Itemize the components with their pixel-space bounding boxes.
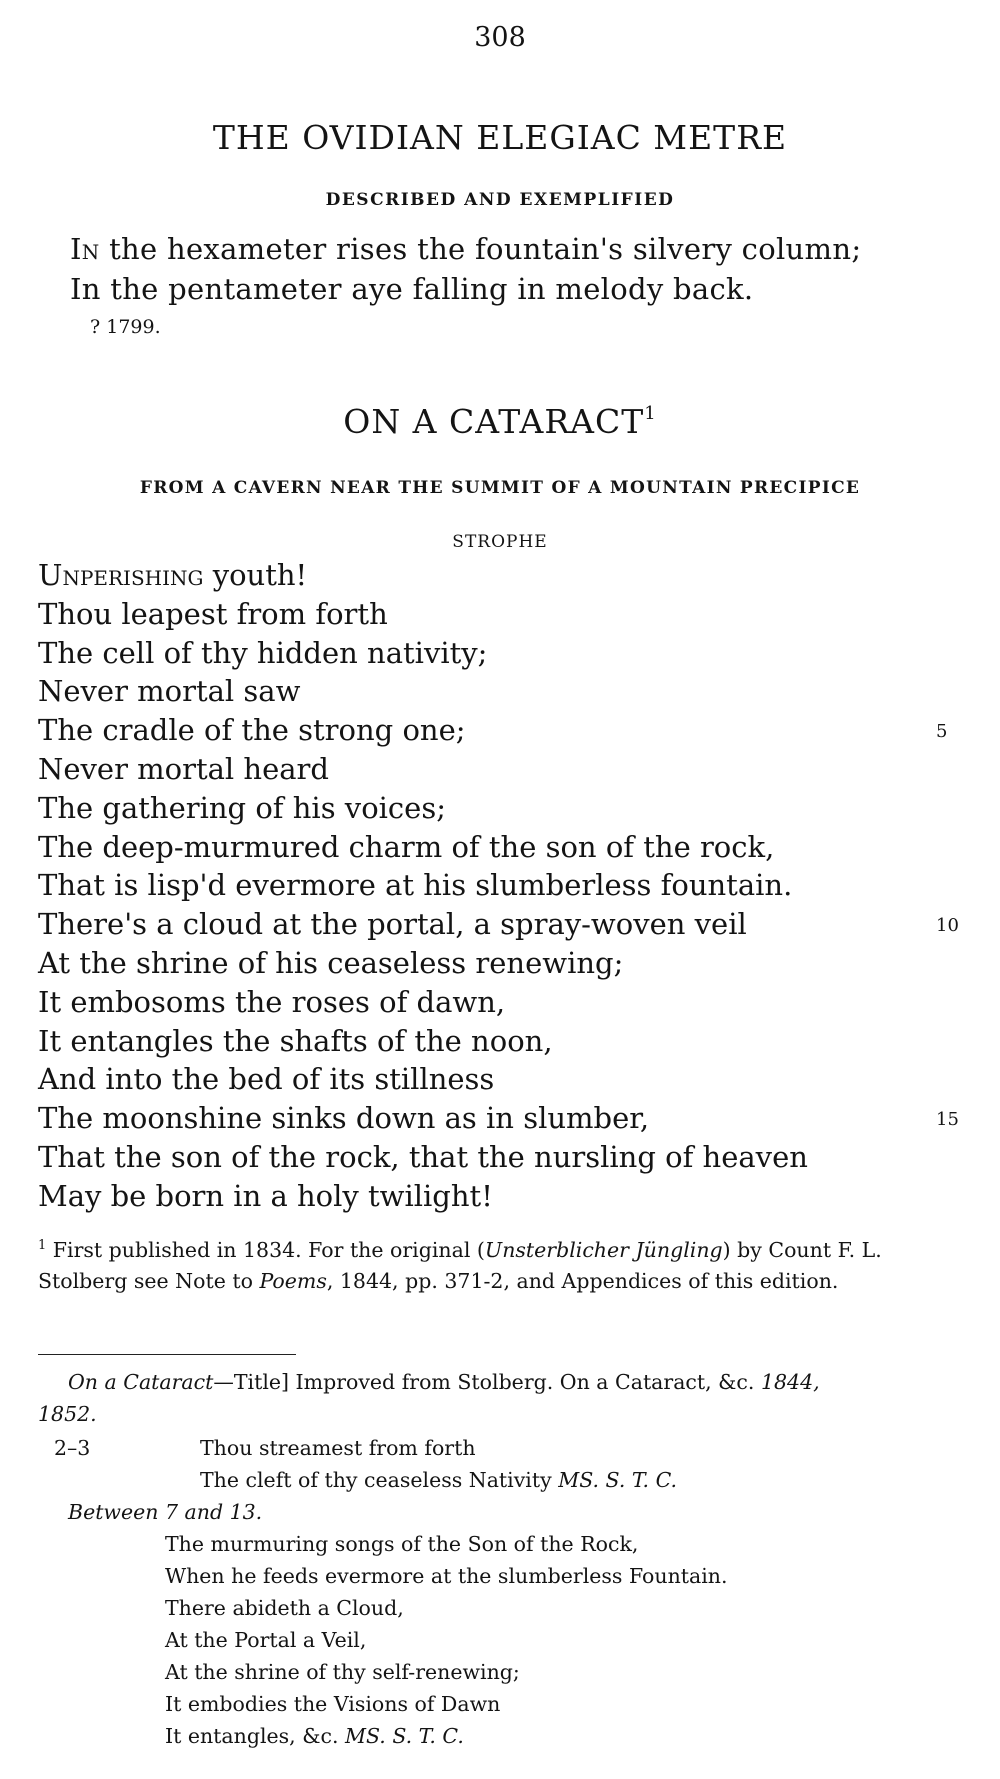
poem-line-text: And into the bed of its stillness <box>38 1062 495 1097</box>
poem-line-text: It embosoms the roses of dawn, <box>38 984 506 1019</box>
line-number-5: 5 <box>936 721 948 743</box>
poem-line-text: It entangles the shafts of the noon, <box>38 1023 553 1058</box>
footnote-text-b: ) by Count F. L. Stolberg see Note to <box>38 1238 882 1293</box>
elegiac-line-2-text: In the pentameter aye falling in melody back. <box>70 272 754 306</box>
variant-lines-2-3-line-1: Thou streamest from forth <box>200 1436 476 1460</box>
poem-line-text: Thou leapest from forth <box>38 596 388 631</box>
poem-line-1 <box>38 556 958 595</box>
poem-line-13 <box>38 1022 958 1061</box>
poem-line-text: At the shrine of his ceaseless renewing; <box>38 945 624 980</box>
variant-title-text: —Title] Improved from Stolberg. On a Cataract, &c. <box>213 1370 755 1394</box>
poem-line-1-text: youth! <box>203 558 308 592</box>
variant-ms-source: MS. S. T. C. <box>345 1724 464 1748</box>
footnote-text-c: , 1844, pp. 371-2, and Appendices of this edition. <box>326 1269 839 1293</box>
footnote-divider <box>38 1354 296 1355</box>
poem-subtitle-elegiac: DESCRIBED AND EXEMPLIFIED <box>325 190 675 210</box>
poem-subtitle-cataract: FROM A CAVERN NEAR THE SUMMIT OF A MOUNTAIN PRECIPICE <box>139 478 861 498</box>
poem-line-text: Never mortal heard <box>38 751 329 786</box>
footnote-text-a: First published in 1834. For the original ( <box>46 1238 485 1262</box>
variant-lines-2-3-line-2 <box>200 1468 677 1492</box>
poem-line-text: That is lisp'd evermore at his slumberless fountain. <box>38 868 793 903</box>
variant-between-line-3: There abideth a Cloud, <box>165 1596 404 1620</box>
variant-title-italic: On a Cataract <box>68 1370 214 1394</box>
poem-line-10 <box>38 905 958 944</box>
elegiac-date: ? 1799. <box>90 316 161 338</box>
section-heading-strophe: STROPHE <box>452 532 548 552</box>
poem-line-text: The cradle of the strong one; <box>38 713 466 748</box>
title-footnote-marker: 1 <box>644 403 657 424</box>
elegiac-line-2 <box>70 272 753 306</box>
elegiac-line-1-text: the hexameter rises the fountain's silvery column; <box>99 232 862 266</box>
variant-between-line-2: When he feeds evermore at the slumberless Fountain. <box>165 1564 728 1588</box>
variant-ms-source: MS. S. T. C. <box>558 1468 678 1492</box>
footnote <box>38 1230 958 1297</box>
variant-line-text: The cleft of thy ceaseless Nativity <box>200 1468 552 1492</box>
poem-line-11 <box>38 944 958 983</box>
poem-title-cataract <box>0 402 1000 441</box>
variant-between-line-1: The murmuring songs of the Son of the Rock, <box>165 1532 639 1556</box>
poem-line-5 <box>38 711 958 750</box>
line-number-10: 10 <box>936 915 959 937</box>
poem-line-2 <box>38 595 958 634</box>
poem-title-elegiac: THE OVIDIAN ELEGIAC METRE <box>212 118 788 157</box>
poem-line-1-initial-word: Unperishing <box>38 558 204 592</box>
poem-line-text: There's a cloud at the portal, a spray-woven veil <box>38 907 747 942</box>
poem-line-16 <box>38 1138 958 1177</box>
poem-line-text: Never mortal saw <box>38 674 301 709</box>
poem-line-14 <box>38 1060 958 1099</box>
poem-line-text: The deep-murmured charm of the son of the rock, <box>38 829 775 864</box>
elegiac-line-1-initial: In <box>70 232 100 266</box>
poem-body <box>38 556 958 1216</box>
poem-title-cataract-text: ON A CATARACT <box>343 402 645 441</box>
poem-line-8 <box>38 828 958 867</box>
poem-line-text: That the son of the rock, that the nursling of heaven <box>38 1139 808 1174</box>
poem-line-text: The gathering of his voices; <box>38 790 446 825</box>
variant-between-line-4: At the Portal a Veil, <box>165 1628 367 1652</box>
poem-line-text: The cell of thy hidden nativity; <box>38 635 488 670</box>
line-number-15: 15 <box>936 1109 959 1131</box>
poem-line-17 <box>38 1177 958 1216</box>
variant-between-line-6: It embodies the Visions of Dawn <box>165 1692 501 1716</box>
variant-line-text: It entangles, &c. <box>165 1724 339 1748</box>
footnote-poems-title: Poems <box>259 1269 327 1293</box>
poem-line-3 <box>38 634 958 673</box>
variant-title-years-2: 1852. <box>38 1402 97 1426</box>
poem-line-7 <box>38 789 958 828</box>
footnote-marker: 1 <box>38 1238 47 1253</box>
page-number: 308 <box>474 22 526 53</box>
poem-line-12 <box>38 983 958 1022</box>
variant-lines-2-3-label: 2–3 <box>54 1436 91 1460</box>
poem-line-15 <box>38 1099 958 1138</box>
footnote-original-title: Unsterblicher Jüngling <box>484 1238 723 1262</box>
variant-between-line-7 <box>165 1724 464 1748</box>
variant-title-note <box>68 1370 820 1394</box>
poem-line-4 <box>38 672 958 711</box>
variant-between-line-5: At the shrine of thy self-renewing; <box>165 1660 520 1684</box>
variant-title-years-1: 1844, <box>760 1370 820 1394</box>
poem-line-text: The moonshine sinks down as in slumber, <box>38 1101 650 1136</box>
poem-line-6 <box>38 750 958 789</box>
variant-between-label: Between 7 and 13. <box>68 1500 263 1524</box>
poem-line-9 <box>38 866 958 905</box>
poem-line-text: May be born in a holy twilight! <box>38 1178 493 1213</box>
elegiac-line-1 <box>70 232 861 266</box>
